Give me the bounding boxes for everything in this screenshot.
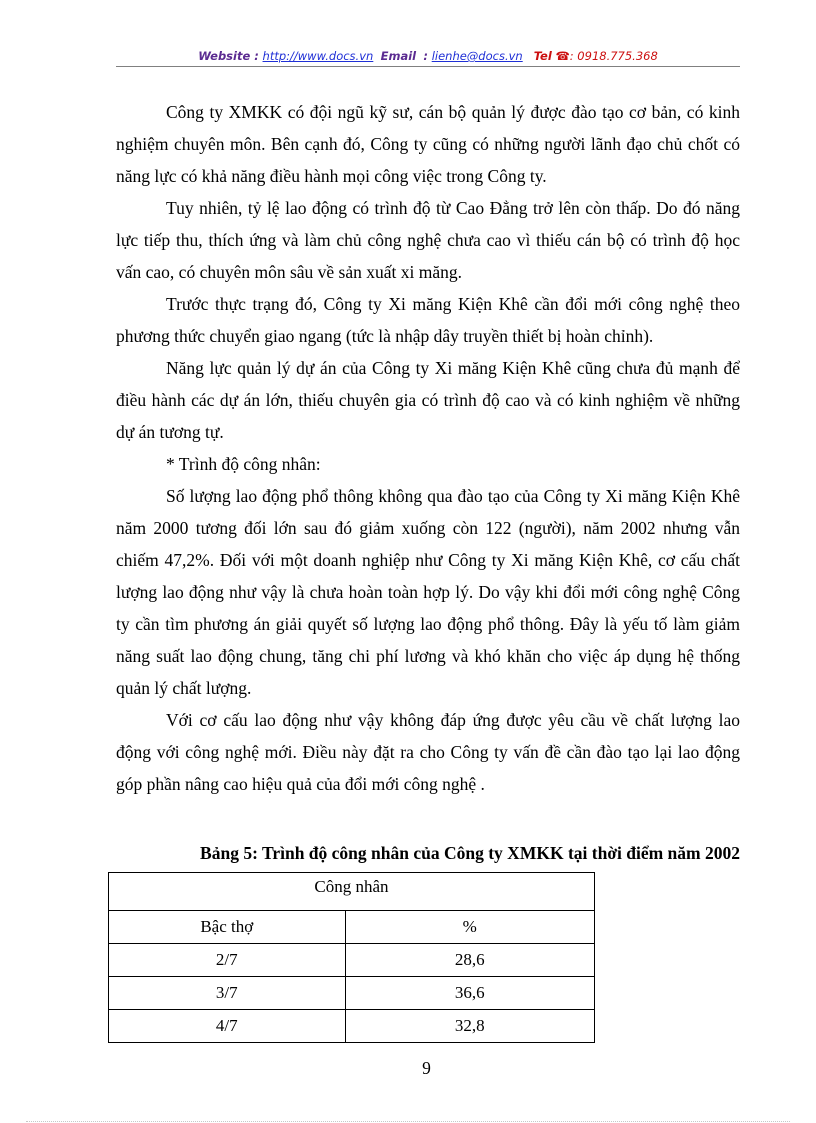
paragraph: Tuy nhiên, tỷ lệ lao động có trình độ từ Cao Đẳng trở lên còn thấp. Do đó năng lực tiếp thu, thích ứng và làm chủ công nghệ chưa cao vì thiếu cán bộ có trình độ học vấn cao, có chuyên môn sâu về sản xuất xi măng.: [116, 198, 740, 282]
percent-cell: 28,6: [345, 944, 594, 977]
percent-cell: 32,8: [345, 1010, 594, 1043]
level-cell: 4/7: [109, 1010, 346, 1043]
header-divider: [116, 66, 740, 67]
page-bottom-border: [26, 1121, 790, 1122]
level-cell: 2/7: [109, 944, 346, 977]
page-number: 9: [422, 1058, 431, 1078]
percent-cell: 36,6: [345, 977, 594, 1010]
website-label: Website :: [198, 49, 259, 63]
paragraph: Công ty XMKK có đội ngũ kỹ sư, cán bộ quản lý được đào tạo cơ bản, có kinh nghiệm chuyên môn. Bên cạnh đó, Công ty cũng có những người lãnh đạo chủ chốt có năng lực có khả năng điều hành mọi công việc trong Công ty.: [116, 102, 740, 186]
table-caption: Bảng 5: Trình độ công nhân của Công ty XMKK tại thời điểm năm 2002: [200, 843, 740, 863]
section-heading: * Trình độ công nhân:: [166, 454, 321, 474]
paragraph: Số lượng lao động phổ thông không qua đào tạo của Công ty Xi măng Kiện Khê năm 2000 tương đối lớn sau đó giảm xuống còn 122 (người), năm 2002 nhưng vẫn chiếm 47,2%. Đối với một doanh nghiệp như Công ty Xi măng Kiện Khê, cơ cấu chất lượng lao động như vậy là chưa hoàn toàn hợp lý. Do vậy khi đổi mới công nghệ Công ty cần tìm phương án giải quyết số lượng lao động phổ thông. Đây là yếu tố làm giảm năng suất lao động chung, tăng chi phí lương và khó khăn cho việc áp dụng hệ thống quản lý chất lượng.: [116, 486, 740, 698]
phone-number: : 0918.775.368: [569, 49, 658, 63]
page-header: [116, 47, 740, 65]
phone-icon: ☎: [555, 49, 570, 63]
email-separator: :: [423, 49, 429, 63]
table-row: [109, 977, 595, 1010]
tel-label: Tel: [533, 49, 552, 63]
column-header-level: Bậc thợ: [109, 911, 346, 944]
table-row: [109, 944, 595, 977]
website-link[interactable]: http://www.docs.vn: [262, 49, 374, 63]
email-link[interactable]: lienhe@docs.vn: [431, 49, 523, 63]
paragraph: Năng lực quản lý dự án của Công ty Xi măng Kiện Khê cũng chưa đủ mạnh để điều hành các dự án lớn, thiếu chuyên gia có trình độ cao và có kinh nghiệm về những dự án tương tự.: [116, 358, 740, 442]
email-label: Email: [380, 49, 417, 63]
paragraph: Với cơ cấu lao động như vậy không đáp ứng được yêu cầu về chất lượng lao động với công nghệ mới. Điều này đặt ra cho Công ty vấn đề cần đào tạo lại lao động góp phần nâng cao hiệu quả của đổi mới công nghệ .: [116, 710, 740, 794]
table-header-row: [109, 911, 595, 944]
group-header-cell: Công nhân: [109, 873, 595, 911]
table-row: [109, 1010, 595, 1043]
document-body: [116, 96, 740, 800]
table-group-header-row: [109, 873, 595, 911]
level-cell: 3/7: [109, 977, 346, 1010]
worker-level-table: [108, 872, 595, 1043]
column-header-percent: %: [345, 911, 594, 944]
paragraph: Trước thực trạng đó, Công ty Xi măng Kiện Khê cần đổi mới công nghệ theo phương thức chuyển giao ngang (tức là nhập dây truyền thiết bị hoàn chỉnh).: [116, 294, 740, 346]
